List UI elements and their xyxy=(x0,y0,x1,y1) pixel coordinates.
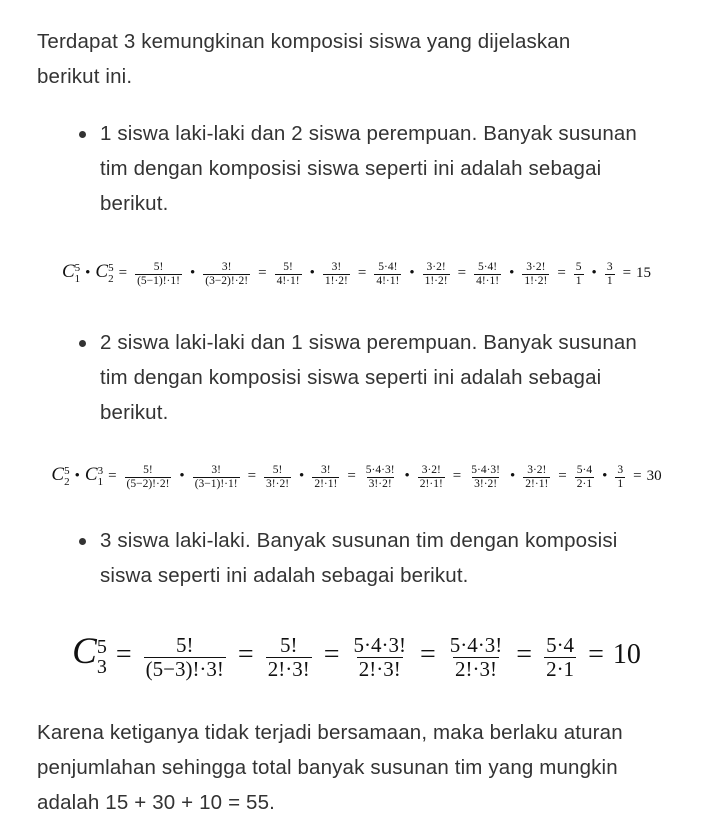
fraction-numerator: 5·4 xyxy=(576,464,593,477)
fraction xyxy=(193,464,240,489)
equation-row xyxy=(62,261,651,286)
fraction-denominator: 1!·2! xyxy=(324,274,348,287)
fraction-denominator: 2!·3! xyxy=(267,656,310,681)
combination-subscript: 3 xyxy=(96,656,107,679)
combination-indices xyxy=(75,263,81,285)
combination-superscript: 5 xyxy=(108,262,114,274)
combination-superscript: 5 xyxy=(74,262,81,274)
fraction xyxy=(544,634,576,679)
fraction xyxy=(418,464,445,489)
times-operator: • xyxy=(602,468,608,485)
combination-subscript: 1 xyxy=(74,273,81,285)
fraction-numerator: 5·4 xyxy=(546,633,575,658)
conclusion-paragraph xyxy=(37,715,697,820)
fraction-numerator: 5 xyxy=(575,261,582,274)
equals-sign: = xyxy=(237,639,254,671)
fraction-numerator: 3·2! xyxy=(426,261,446,274)
times-operator: • xyxy=(179,468,185,485)
times-operator: • xyxy=(409,265,415,282)
fraction xyxy=(574,261,584,286)
fraction-denominator: 2·1 xyxy=(576,477,593,490)
equals-sign: = xyxy=(457,265,467,282)
fraction xyxy=(469,464,502,489)
fraction xyxy=(374,261,401,286)
fraction-denominator: (5−2)!·2! xyxy=(126,477,170,490)
fraction-denominator: 2!·3! xyxy=(455,656,498,681)
fraction-denominator: 2!·1! xyxy=(314,477,338,490)
fraction xyxy=(264,464,291,489)
fraction-denominator: 2!·1! xyxy=(525,477,549,490)
fraction-denominator: 3!·2! xyxy=(474,477,498,490)
equation-case-1 xyxy=(0,252,713,296)
fraction-denominator: (5−3)!·3! xyxy=(145,656,224,681)
combination-symbol: C xyxy=(51,464,65,486)
fraction-numerator: 5! xyxy=(153,261,164,274)
fraction-denominator: 1 xyxy=(617,477,624,490)
fraction-numerator: 5·4! xyxy=(477,261,498,274)
fraction-denominator: (3−2)!·2! xyxy=(205,274,249,287)
fraction xyxy=(423,261,450,286)
equation-result: 15 xyxy=(636,265,652,282)
case-1-text xyxy=(100,116,700,221)
fraction-numerator: 5! xyxy=(176,633,194,658)
equals-sign: = xyxy=(357,265,367,282)
fraction-numerator: 3! xyxy=(211,464,221,477)
equals-sign: = xyxy=(622,265,632,282)
fraction-denominator: (3−1)!·1! xyxy=(194,477,238,490)
equals-sign: = xyxy=(558,468,567,485)
fraction-numerator: 3! xyxy=(221,261,232,274)
fraction-numerator: 5·4·3! xyxy=(449,633,503,658)
combination-superscript: 5 xyxy=(96,636,107,659)
combination-subscript: 2 xyxy=(64,476,70,488)
equals-sign: = xyxy=(633,468,642,485)
bullet-dot xyxy=(79,131,86,138)
case-line: 3 siswa laki-laki. Banyak susunan tim dengan komposisi xyxy=(100,529,618,552)
fraction xyxy=(275,261,302,286)
fraction-denominator: 1 xyxy=(606,274,613,287)
times-operator: • xyxy=(74,468,80,485)
case-line: tim dengan komposisi siswa seperti ini adalah sebagai xyxy=(100,157,602,180)
case-3-text xyxy=(100,523,700,593)
fraction-denominator: 2·1 xyxy=(546,656,575,681)
times-operator: • xyxy=(189,265,196,282)
combination-indices xyxy=(97,637,107,677)
fraction xyxy=(266,634,312,679)
times-operator: • xyxy=(404,468,410,485)
times-operator: • xyxy=(299,468,305,485)
equation-row xyxy=(51,464,661,489)
fraction-numerator: 3! xyxy=(331,261,342,274)
equals-sign: = xyxy=(557,265,566,282)
equation-row xyxy=(72,630,641,679)
fraction xyxy=(312,464,339,489)
times-operator: • xyxy=(309,265,315,282)
bullet-dot xyxy=(79,538,86,545)
intro-line: Terdapat 3 kemungkinan komposisi siswa yang dijelaskan xyxy=(37,30,571,53)
equals-sign: = xyxy=(323,639,340,671)
fraction xyxy=(523,464,550,489)
case-line: berikut. xyxy=(100,401,169,424)
equation-case-2 xyxy=(0,455,713,499)
equals-sign: = xyxy=(516,639,533,671)
equation-result: 10 xyxy=(612,639,641,671)
fraction-denominator: (5−1)!·1! xyxy=(137,274,180,287)
case-line: 2 siswa laki-laki dan 1 siswa perempuan. Banyak susunan xyxy=(100,331,637,354)
fraction-numerator: 5! xyxy=(272,464,283,477)
fraction-denominator: 4!·1! xyxy=(376,274,400,287)
combination-symbol: C xyxy=(95,261,109,283)
fraction xyxy=(474,261,501,286)
combination-symbol: C xyxy=(84,464,98,486)
equals-sign: = xyxy=(247,468,257,485)
conclusion-line: Karena ketiganya tidak terjadi bersamaan, maka berlaku aturan xyxy=(37,721,623,744)
fraction xyxy=(144,634,226,679)
fraction-numerator: 5! xyxy=(143,464,153,477)
fraction-denominator: 2!·3! xyxy=(358,656,401,681)
fraction-numerator: 3 xyxy=(606,261,613,274)
fraction-numerator: 3·2! xyxy=(421,464,441,477)
equation-case-3 xyxy=(0,620,713,690)
fraction xyxy=(352,634,408,679)
combination-indices xyxy=(98,466,104,488)
fraction-denominator: 2!·1! xyxy=(419,477,443,490)
combination-indices xyxy=(108,263,114,285)
fraction-numerator: 3! xyxy=(321,464,331,477)
case-line: 1 siswa laki-laki dan 2 siswa perempuan. Banyak susunan xyxy=(100,122,637,145)
equals-sign: = xyxy=(588,639,604,671)
combination-superscript: 5 xyxy=(64,465,70,477)
times-operator: • xyxy=(509,265,515,282)
equals-sign: = xyxy=(347,468,356,485)
combination-superscript: 3 xyxy=(97,465,104,477)
equals-sign: = xyxy=(108,468,117,485)
case-2-text xyxy=(100,325,700,430)
fraction-numerator: 5·4·3! xyxy=(365,464,395,477)
equation-result: 30 xyxy=(646,468,662,485)
fraction xyxy=(364,464,397,489)
combination-subscript: 2 xyxy=(108,273,114,285)
case-line: berikut. xyxy=(100,192,169,215)
fraction xyxy=(522,261,549,286)
fraction-numerator: 5·4·3! xyxy=(471,464,501,477)
fraction xyxy=(323,261,350,286)
equals-sign: = xyxy=(118,265,128,282)
fraction xyxy=(135,261,182,286)
fraction-denominator: 1!·2! xyxy=(524,274,548,287)
fraction-numerator: 3·2! xyxy=(527,464,547,477)
fraction-denominator: 3!·2! xyxy=(266,477,290,490)
intro-line: berikut ini. xyxy=(37,65,133,88)
equals-sign: = xyxy=(258,265,267,282)
fraction xyxy=(203,261,250,286)
intro-paragraph xyxy=(37,24,697,94)
conclusion-line: adalah 15 + 30 + 10 = 55. xyxy=(37,791,275,814)
times-operator: • xyxy=(85,265,91,282)
combination-symbol: C xyxy=(72,631,97,673)
combination-subscript: 1 xyxy=(97,476,104,488)
times-operator: • xyxy=(510,468,516,485)
fraction xyxy=(125,464,172,489)
case-line: tim dengan komposisi siswa seperti ini adalah sebagai xyxy=(100,366,602,389)
fraction xyxy=(448,634,504,679)
equals-sign: = xyxy=(452,468,462,485)
times-operator: • xyxy=(591,265,597,282)
equals-sign: = xyxy=(115,639,132,671)
fraction-denominator: 3!·2! xyxy=(368,477,392,490)
bullet-dot xyxy=(79,340,86,347)
fraction-numerator: 5! xyxy=(283,261,293,274)
fraction xyxy=(605,261,615,286)
combination-indices xyxy=(64,466,70,488)
fraction-denominator: 4!·1! xyxy=(276,274,300,287)
fraction-numerator: 5·4! xyxy=(378,261,398,274)
fraction-numerator: 3 xyxy=(617,464,624,477)
fraction-numerator: 5·4·3! xyxy=(353,633,406,658)
combination-symbol: C xyxy=(61,261,75,283)
case-line: siswa seperti ini adalah sebagai berikut. xyxy=(100,564,469,587)
fraction-numerator: 5! xyxy=(279,633,298,658)
fraction-numerator: 3·2! xyxy=(526,261,546,274)
equals-sign: = xyxy=(419,639,436,671)
fraction xyxy=(615,464,625,489)
conclusion-line: penjumlahan sehingga total banyak susunan tim yang mungkin xyxy=(37,756,618,779)
fraction-denominator: 1 xyxy=(575,274,582,287)
fraction-denominator: 1!·2! xyxy=(424,274,448,287)
fraction xyxy=(575,464,594,489)
fraction-denominator: 4!·1! xyxy=(476,274,500,287)
